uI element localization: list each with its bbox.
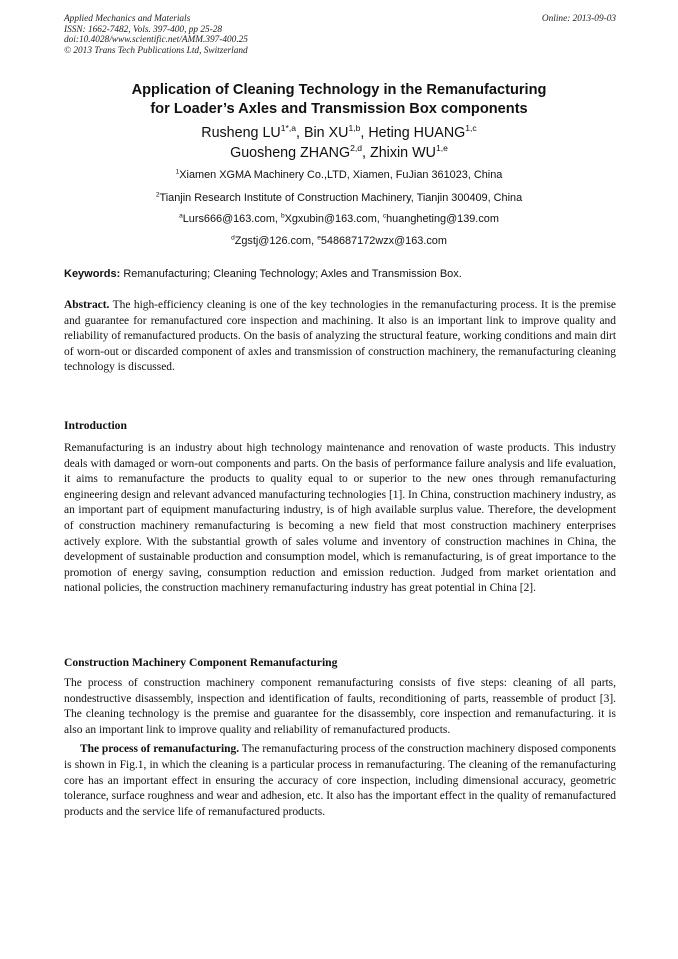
affiliation-text: Tianjin Research Institute of Construction Machinery, Tianjin 300409, China — [159, 192, 523, 204]
email-sup: b — [280, 212, 285, 220]
header-left — [64, 14, 248, 56]
affiliation-2 — [40, 191, 638, 205]
affiliation-sup: 1 — [175, 168, 180, 176]
process-label: The process of remanufacturing. — [80, 743, 240, 756]
email-sup: e — [317, 234, 321, 242]
section-2-paragraph-2 — [64, 742, 616, 820]
title-line-2: for Loader’s Axles and Transmission Box components — [150, 101, 528, 117]
email-line-1 — [40, 212, 638, 226]
doi-line: doi:10.4028/www.scientific.net/AMM.397-400.25 — [64, 35, 248, 46]
abstract-paragraph — [64, 298, 616, 376]
author-name: Bin XU — [303, 125, 349, 141]
email-address: huangheting@139.com — [386, 213, 499, 225]
author-sup: 2,d — [350, 143, 363, 154]
email-address: Xgxubin@163.com, — [284, 213, 380, 225]
email-sup: d — [231, 234, 235, 242]
author-name: Heting HUANG — [368, 125, 466, 141]
online-date: Online: 2013-09-03 — [541, 14, 616, 24]
email-address: Lurs666@163.com, — [182, 213, 278, 225]
introduction-paragraph: Remanufacturing is an industry about high technology maintenance and renovation of waste products. This industry deals with damaged or worn-out components and parts. On the basis of performance failure analysis and life evaluation, it aims to remanufacture the products to quality equal to or superior to the new ones through remanufacturing engineering design and relevant advanced manufacturing technologies [1]. In China, construction machinery industry, as an important part of equipment manufacturing industry, is of high available surplus value. Therefore, the development of construction machinery remanufacturing is becoming a new field that most construction machinery enterprises actively explore. With the substantial growth of sales volume and inventory of construction machines in China, the development of sustainable production and consumption model, which is remanufacturing, is of great importance to the promotion of energy saving, consumption reduction and emission reduction. Judged from market orientation and national policies, the construction machinery remanufacturing industry has great potential in China [2]. — [64, 442, 616, 595]
author-sup: 1*,a — [280, 123, 296, 134]
separator: , — [296, 125, 304, 141]
email-line-2 — [40, 234, 638, 248]
email-address: Zgstj@126.com, — [234, 235, 315, 247]
abstract-text: The high-efficiency cleaning is one of the key technologies in the remanufacturing process. It is the premise and guarantee for remanufactured core inspection and machining. It also is an important link to improve quality and reliability of remanufactured products. On the basis of analyzing the structural feature, working conditions and main dirt of worn-out or discarded component of axles and transmission of construction machinery, the remanufacturing cleaning technology is discussed. — [64, 299, 616, 374]
author-list — [40, 123, 638, 163]
affiliation-sup: 2 — [155, 191, 160, 199]
email-address: 548687172wzx@163.com — [320, 235, 447, 247]
abstract — [64, 298, 616, 376]
author-sup: 1,b — [348, 123, 361, 134]
author-name: Guosheng ZHANG — [230, 145, 351, 161]
section-2-paragraph-1: The process of construction machinery component remanufacturing consists of five steps: cleaning of all parts, nondestructive disassembly, inspection and identification of faults, reconditioning of parts, reassemble of product [3]. The cleaning technology is the premise and guarantee for the disassembly, core inspection and remanufacturing. it is also an important link to improve quality and reliability of remanufactured products. — [64, 677, 616, 736]
affiliation-text: Xiamen XGMA Machinery Co.,LTD, Xiamen, FuJian 361023, China — [179, 169, 503, 181]
author-sup: 1,c — [465, 123, 477, 134]
journal-name: Applied Mechanics and Materials — [64, 14, 191, 24]
process-text: The remanufacturing process of the construction machinery disposed components is shown in Fig.1, in which the cleaning is a particular process in remanufacturing. The cleaning of the remanufacturing core has an important effect in ensuring the accuracy of core inspection, including dimensional accuracy, geometric tolerance, surface roughness and wear and adhesion, etc. It also has the important effect in the quality of remanufactured products and the service life of remanufactured products. — [64, 743, 616, 818]
separator: , — [362, 145, 370, 161]
keywords — [64, 267, 616, 281]
abstract-label: Abstract. — [64, 299, 110, 311]
copyright-line: © 2013 Trans Tech Publications Ltd, Switzerland — [64, 45, 248, 56]
author-name: Rusheng LU — [201, 125, 281, 141]
paper-title — [40, 81, 638, 119]
separator: , — [360, 125, 369, 141]
author-sup: 1,e — [435, 143, 448, 154]
email-sup: a — [179, 212, 183, 220]
email-sup: c — [382, 212, 387, 220]
keywords-label: Keywords: — [64, 268, 121, 280]
title-line-1: Application of Cleaning Technology in the Remanufacturing — [131, 82, 547, 98]
author-line-1 — [40, 123, 638, 143]
section-2-heading: Construction Machinery Component Remanufacturing — [64, 656, 338, 669]
affiliation-1 — [40, 168, 638, 182]
author-name: Zhixin WU — [370, 145, 436, 161]
introduction-body — [64, 441, 616, 597]
issn-line: ISSN: 1662-7482, Vols. 397-400, pp 25-28 — [64, 24, 223, 35]
introduction-heading: Introduction — [64, 419, 127, 432]
author-line-2 — [40, 143, 638, 163]
section-2-body — [64, 676, 616, 820]
keywords-text: Remanufacturing; Cleaning Technology; Axles and Transmission Box. — [123, 268, 462, 280]
